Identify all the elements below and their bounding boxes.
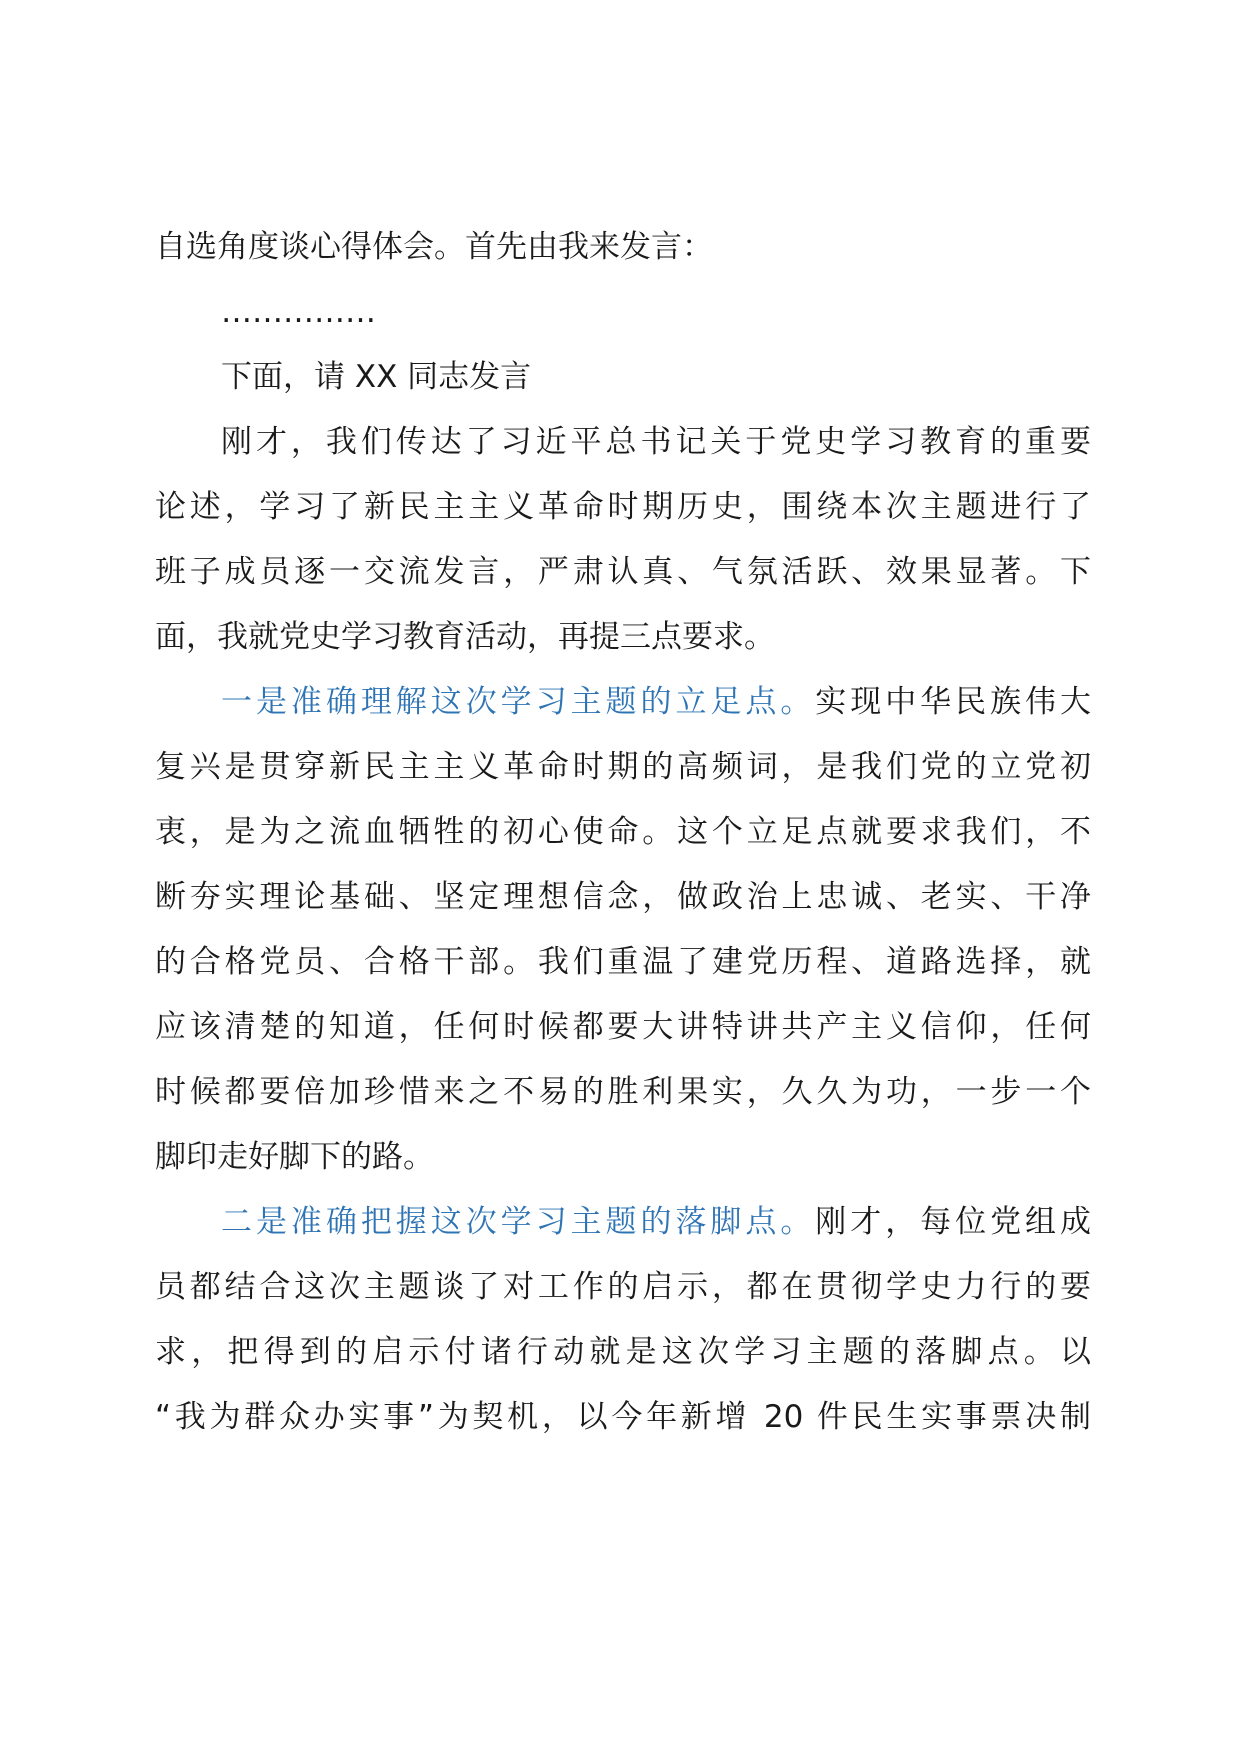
text-line: 求，把得到的启示付诸行动就是这次学习主题的落脚点。以 [155,1334,1091,1370]
point-two-heading: 二是准确把握这次学习主题的落脚点。 [221,1204,816,1240]
text-line: 面，我就党史学习教育活动，再提三点要求。 [155,619,775,655]
text-line [155,1190,1091,1255]
text-line: 员都结合这次主题谈了对工作的启示，都在贯彻学史力行的要 [155,1269,1091,1305]
text-line: 应该清楚的知道，任何时候都要大讲特讲共产主义信仰，任何 [155,1009,1091,1045]
paragraph-3 [155,1190,1091,1450]
text-line: 刚才，我们传达了习近平总书记关于党史学习教育的重要 [221,424,1091,460]
ellipsis-line: …………… [221,294,376,330]
text-line: 班子成员逐一交流发言，严肃认真、气氛活跃、效果显著。下 [155,554,1091,590]
text-line: “我为群众办实事”为契机，以今年新增 20 件民生实事票决制 [155,1399,1091,1435]
document-body [155,215,1091,1450]
point-one-heading: 一是准确理解这次学习主题的立足点。 [221,684,816,720]
text-line: 的合格党员、合格干部。我们重温了建党历程、道路选择，就 [155,944,1091,980]
text-line: 论述，学习了新民主主义革命时期历史，围绕本次主题进行了 [155,489,1091,525]
text-line: 复兴是贯穿新民主主义革命时期的高频词，是我们党的立党初 [155,749,1091,785]
paragraph-1 [155,410,1091,670]
next-speaker-line: 下面，请 XX 同志发言 [221,359,532,395]
paragraph-2 [155,670,1091,1190]
text-fragment: 实现中华民族伟大 [815,684,1092,720]
text-line: 自选角度谈心得体会。首先由我来发言： [155,229,713,265]
text-line: 衷，是为之流血牺牲的初心使命。这个立足点就要求我们，不 [155,814,1091,850]
text-line [155,670,1091,735]
text-line: 脚印走好脚下的路。 [155,1139,434,1175]
text-line: 时候都要倍加珍惜来之不易的胜利果实，久久为功，一步一个 [155,1074,1091,1110]
text-line: 断夯实理论基础、坚定理想信念，做政治上忠诚、老实、干净 [155,879,1091,915]
text-fragment: 刚才，每位党组成 [815,1204,1092,1240]
